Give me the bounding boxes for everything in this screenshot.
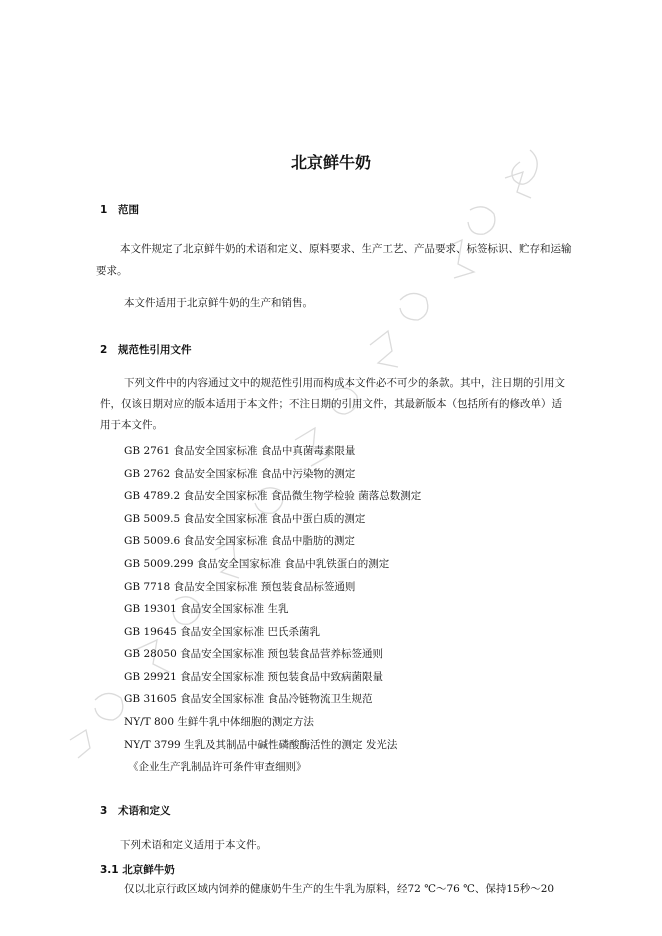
reference-item: GB 5009.6 食品安全国家标准 食品中脂肪的测定 (124, 535, 355, 547)
reference-item: GB 31605 食品安全国家标准 食品冷链物流卫生规范 (124, 693, 373, 705)
scope-paragraph-2: 本文件适用于北京鲜牛奶的生产和销售。 (124, 297, 313, 309)
term-number: 3.1 (100, 864, 119, 876)
section-number: 3 (100, 805, 108, 817)
section-heading-2 (100, 342, 192, 357)
term-heading-3-1 (100, 862, 175, 877)
reference-item: GB 5009.5 食品安全国家标准 食品中蛋白质的测定 (124, 513, 366, 525)
reference-item: 《企业生产乳制品许可条件审查细则》 (128, 761, 307, 773)
reference-item: GB 19301 食品安全国家标准 生乳 (124, 603, 289, 615)
term-title: 北京鲜牛奶 (122, 864, 175, 876)
term-3-1-definition: 仅以北京行政区域内饲养的健康奶牛生产的生牛乳为原料，经72 ℃～76 ℃、保持15秒～20 (124, 883, 555, 895)
section-heading-3 (100, 803, 171, 818)
reference-item: GB 19645 食品安全国家标准 巴氏杀菌乳 (124, 626, 321, 638)
scope-paragraph-1: 本文件规定了北京鲜牛奶的术语和定义、原料要求、生产工艺、产品要求、标签标识、贮存和运输要求。 (96, 243, 572, 277)
reference-item: NY/T 800 生鲜牛乳中体细胞的测定方法 (124, 716, 314, 728)
reference-item: GB 28050 食品安全国家标准 预包装食品营养标签通则 (124, 648, 384, 660)
section-title: 术语和定义 (118, 805, 171, 817)
section-title: 规范性引用文件 (118, 344, 192, 356)
reference-item: NY/T 3799 生乳及其制品中碱性磷酸酶活性的测定 发光法 (124, 739, 398, 751)
reference-item: GB 5009.299 食品安全国家标准 食品中乳铁蛋白的测定 (124, 558, 390, 570)
section-number: 1 (100, 204, 108, 216)
reference-item: GB 7718 食品安全国家标准 预包装食品标签通则 (124, 581, 356, 593)
terms-intro: 下列术语和定义适用于本文件。 (120, 839, 267, 851)
reference-item: GB 4789.2 食品安全国家标准 食品微生物学检验 菌落总数测定 (124, 490, 422, 502)
references-intro: 下列文件中的内容通过文中的规范性引用而构成本文件必不可少的条款。其中，注日期的引用文件，仅该日期对应的版本适用于本文件；不注日期的引用文件，其最新版本（包括所有的修改单）适用于本文件。 (100, 377, 565, 431)
reference-item: GB 2761 食品安全国家标准 食品中真菌毒素限量 (124, 445, 356, 457)
reference-item: GB 2762 食品安全国家标准 食品中污染物的测定 (124, 468, 356, 480)
section-number: 2 (100, 344, 108, 356)
reference-item: GB 29921 食品安全国家标准 预包装食品中致病菌限量 (124, 671, 384, 683)
section-heading-1 (100, 202, 139, 217)
section-title: 范围 (118, 204, 139, 216)
document-title: 北京鲜牛奶 (290, 153, 371, 172)
